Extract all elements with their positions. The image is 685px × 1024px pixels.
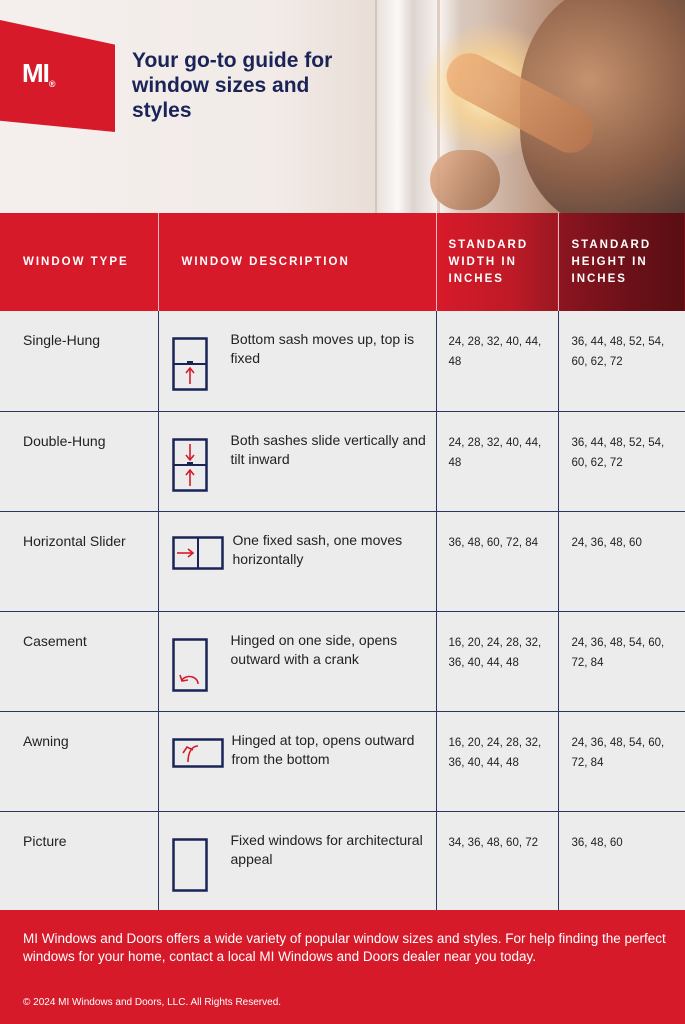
table-row	[0, 611, 685, 711]
window-description-text: Bottom sash moves up, top is fixed	[230, 331, 415, 366]
window-sizes-table	[0, 213, 685, 911]
window-type-cell: Awning	[0, 711, 158, 811]
standard-height-cell: 36, 48, 60	[558, 811, 685, 911]
double-hung-window-icon	[172, 438, 208, 492]
table-row	[0, 811, 685, 911]
single-hung-window-icon	[172, 337, 208, 391]
hero-photo-hand	[430, 150, 500, 210]
window-description-cell	[158, 411, 436, 511]
window-description-cell	[158, 311, 436, 411]
window-description-text: Both sashes slide vertically and tilt inward	[230, 431, 426, 467]
standard-width-cell: 16, 20, 24, 28, 32, 36, 40, 44, 48	[436, 711, 558, 811]
standard-height-cell: 36, 44, 48, 52, 54, 60, 62, 72	[558, 411, 685, 511]
standard-height-cell: 24, 36, 48, 54, 60, 72, 84	[558, 611, 685, 711]
table-row	[0, 411, 685, 511]
standard-height-cell: 36, 44, 48, 52, 54, 60, 62, 72	[571, 336, 665, 368]
page-title: Your go-to guide for window sizes and styles	[132, 49, 333, 122]
header-standard-width: STANDARD WIDTH IN INCHES	[436, 213, 558, 311]
table-row	[0, 711, 685, 811]
copyright-text: © 2024 MI Windows and Doors, LLC. All Rights Reserved.	[23, 997, 282, 1008]
window-type-cell: Single-Hung	[0, 311, 158, 411]
window-description-text: One fixed sash, one moves horizontally	[232, 531, 403, 567]
header-standard-height: STANDARD HEIGHT IN INCHES	[558, 213, 685, 311]
header-window-type: WINDOW TYPE	[0, 213, 158, 311]
awning-window-icon	[172, 738, 224, 768]
header-window-description: WINDOW DESCRIPTION	[158, 213, 436, 311]
window-description-cell	[158, 811, 436, 911]
standard-width-cell: 24, 28, 32, 40, 44, 48	[436, 411, 558, 511]
window-description-text: Hinged on one side, opens outward with a crank	[230, 631, 398, 667]
window-type-cell: Double-Hung	[0, 411, 158, 511]
window-description-cell	[158, 611, 436, 711]
standard-height-cell: 24, 36, 48, 60	[558, 511, 685, 611]
table-row	[0, 311, 685, 411]
footer	[0, 910, 685, 1024]
window-description-cell	[158, 511, 436, 611]
standard-width-cell: 34, 36, 48, 60, 72	[436, 811, 558, 911]
window-description-cell	[158, 711, 436, 811]
window-type-cell: Picture	[0, 811, 158, 911]
window-description-text: Fixed windows for architectural appeal	[230, 831, 423, 867]
standard-width-cell: 16, 20, 24, 28, 32, 36, 40, 44, 48	[436, 611, 558, 711]
horizontal-slider-window-icon	[172, 536, 224, 570]
window-type-cell: Casement	[0, 611, 158, 711]
table-header-row	[0, 213, 685, 311]
footer-message: MI Windows and Doors offers a wide variety of popular window sizes and styles. For help finding the perfect windows for your home, contact a local MI Windows and Doors dealer near you today.	[23, 931, 666, 964]
standard-height-cell: 24, 36, 48, 54, 60, 72, 84	[558, 711, 685, 811]
window-description-text: Hinged at top, opens outward from the bottom	[231, 731, 415, 767]
hero-banner	[0, 0, 685, 213]
table-row	[0, 511, 685, 611]
picture-window-icon	[172, 838, 208, 892]
standard-width-cell: 24, 28, 32, 40, 44, 48	[436, 311, 558, 411]
window-type-cell: Horizontal Slider	[0, 511, 158, 611]
casement-window-icon	[172, 638, 208, 692]
brand-logo: MI®	[22, 58, 55, 89]
standard-width-cell: 36, 48, 60, 72, 84	[436, 511, 558, 611]
logo-flag	[0, 20, 115, 132]
